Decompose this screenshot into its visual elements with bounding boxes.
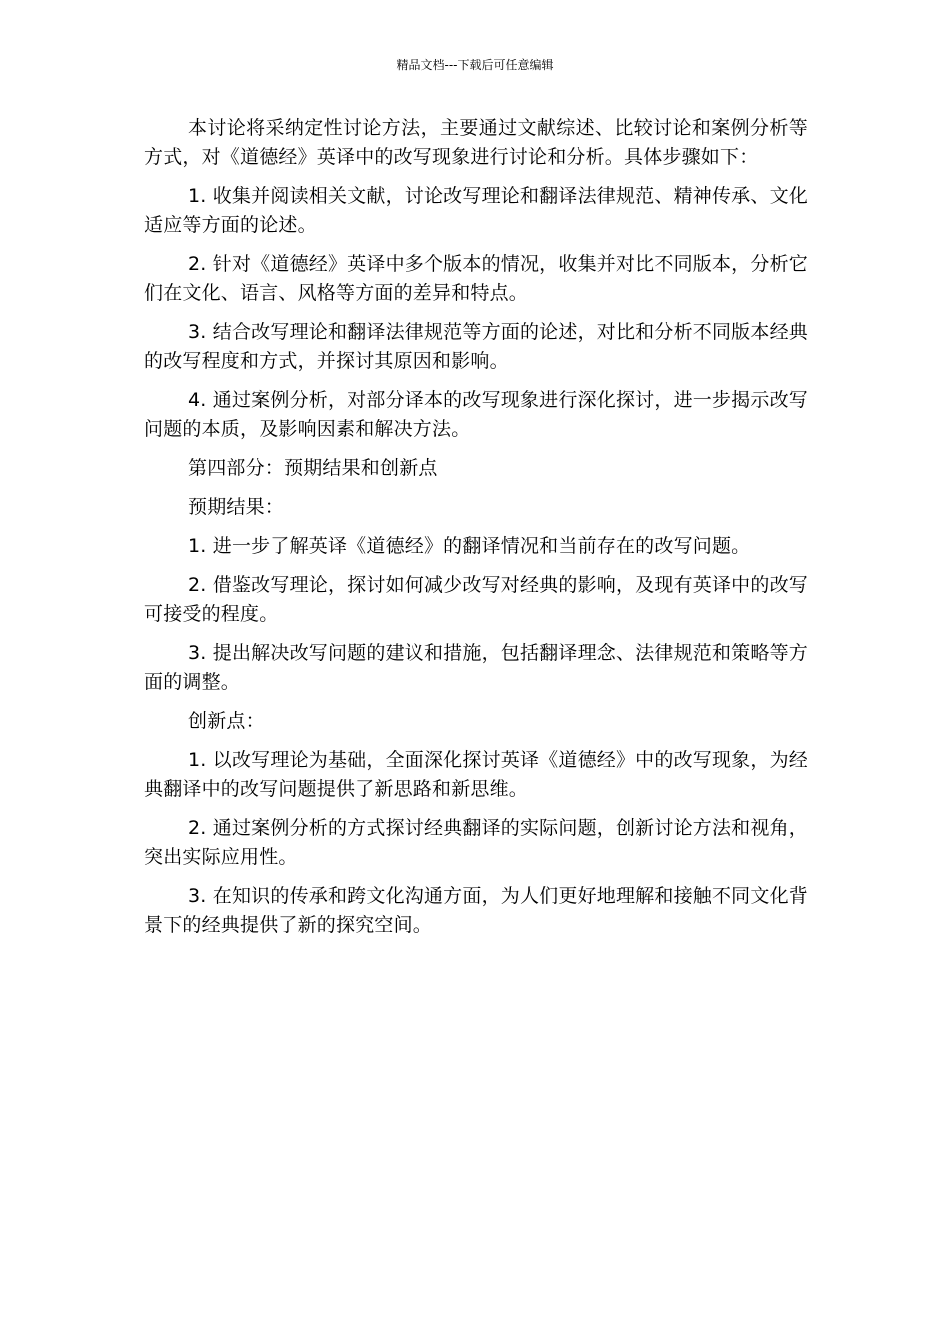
paragraph-result-2: 2. 借鉴改写理论，探讨如何减少改写对经典的影响，及现有英译中的改写可接受的程度。 <box>144 574 808 625</box>
document-body <box>144 114 808 950</box>
paragraph-methodology-intro: 本讨论将采纳定性讨论方法，主要通过文献综述、比较讨论和案例分析等方式，对《道德经》英译中的改写现象进行讨论和分析。具体步骤如下： <box>144 117 808 168</box>
paragraph-innovation-3: 3. 在知识的传承和跨文化沟通方面，为人们更好地理解和接触不同文化背景下的经典提供了新的探究空间。 <box>144 885 808 936</box>
paragraph-result-3: 3. 提出解决改写问题的建议和措施，包括翻译理念、法律规范和策略等方面的调整。 <box>144 642 808 693</box>
subheading-expected-results: 预期结果： <box>188 496 285 518</box>
paragraph-step-2: 2. 针对《道德经》英译中多个版本的情况，收集并对比不同版本，分析它们在文化、语言、风格等方面的差异和特点。 <box>144 253 808 304</box>
section-heading-part-four: 第四部分：预期结果和创新点 <box>188 457 438 479</box>
paragraph-result-1: 1. 进一步了解英译《道德经》的翻译情况和当前存在的改写问题。 <box>188 535 751 557</box>
subheading-innovations: 创新点： <box>188 710 265 732</box>
paragraph-step-1: 1. 收集并阅读相关文献，讨论改写理论和翻译法律规范、精神传承、文化适应等方面的论述。 <box>144 185 808 236</box>
paragraph-innovation-1: 1. 以改写理论为基础，全面深化探讨英译《道德经》中的改写现象，为经典翻译中的改写问题提供了新思路和新思维。 <box>144 749 808 800</box>
paragraph-innovation-2: 2. 通过案例分析的方式探讨经典翻译的实际问题，创新讨论方法和视角，突出实际应用性。 <box>144 817 808 868</box>
page-header: 精品文档---下载后可任意编辑 <box>396 58 554 72</box>
paragraph-step-3: 3. 结合改写理论和翻译法律规范等方面的论述，对比和分析不同版本经典的改写程度和方式，并探讨其原因和影响。 <box>144 321 808 372</box>
paragraph-step-4: 4. 通过案例分析，对部分译本的改写现象进行深化探讨，进一步揭示改写问题的本质，及影响因素和解决方法。 <box>144 389 808 440</box>
